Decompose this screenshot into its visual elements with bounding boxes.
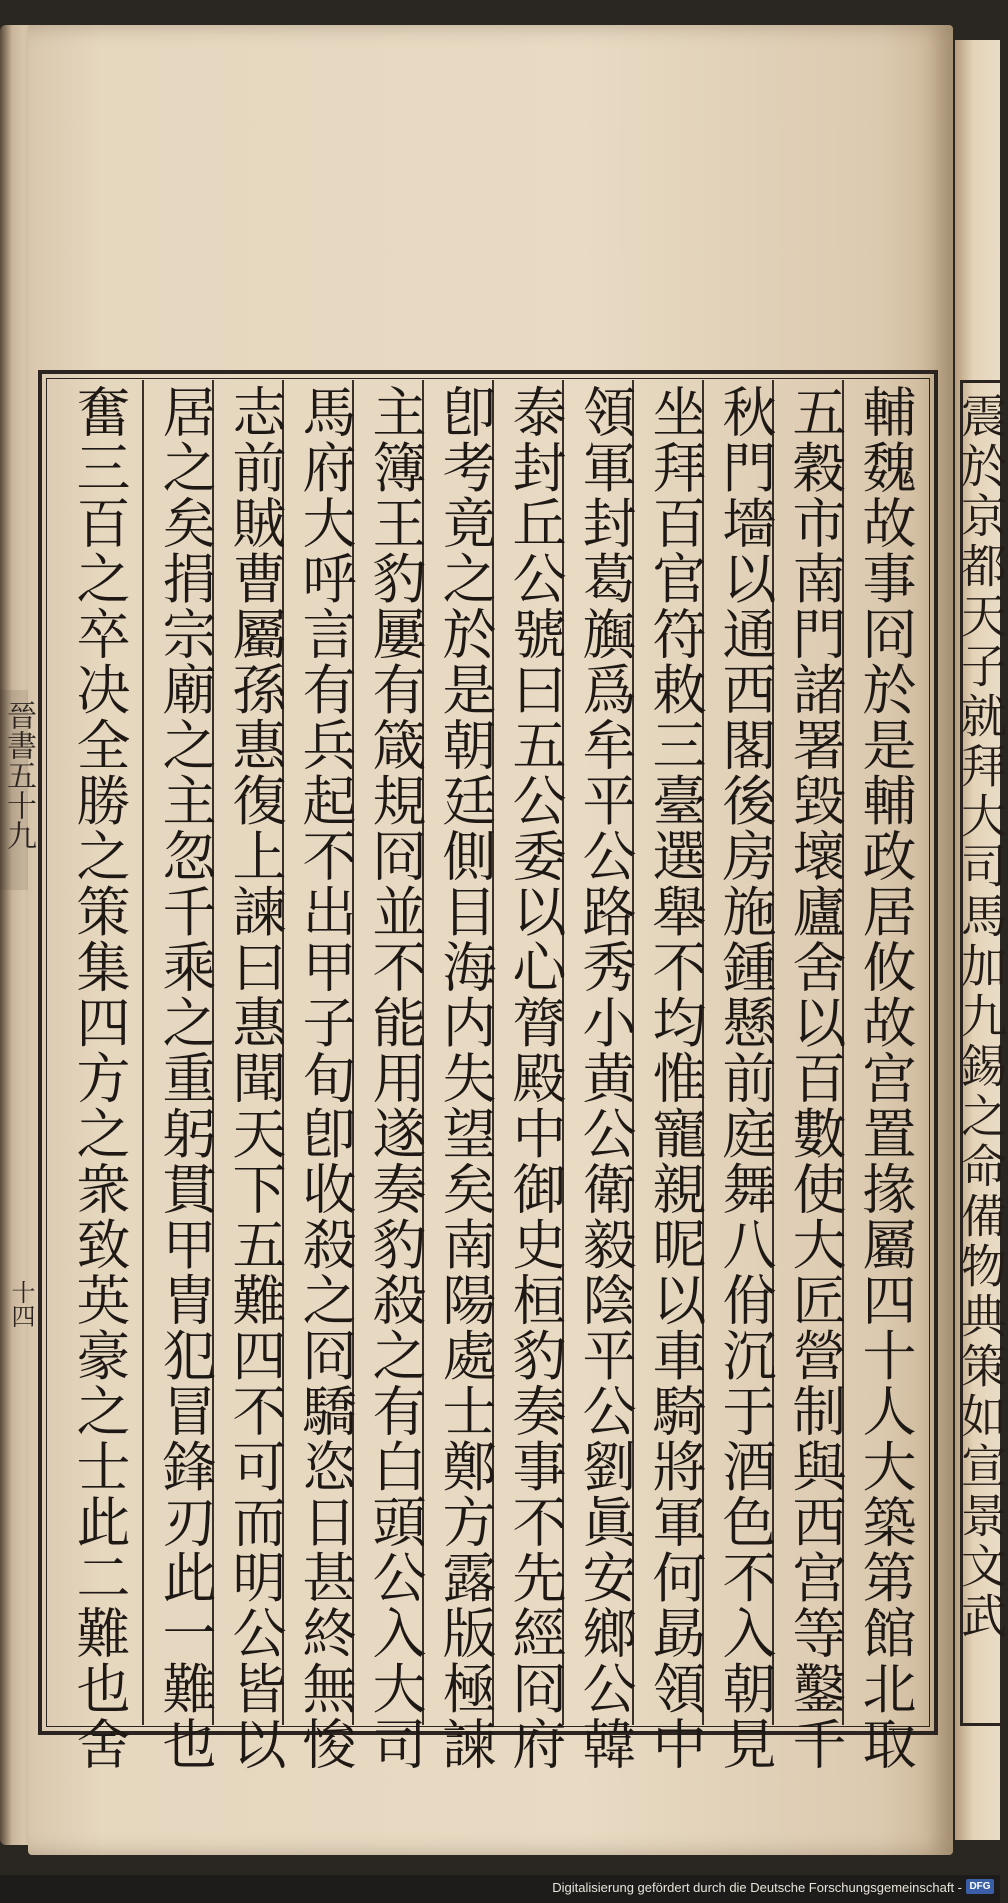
- margin-book-title: 晉書五十九: [1, 700, 36, 850]
- text-column: 領軍封葛旟爲牟平公路秀小黄公衛毅陰平公劉眞安鄉公韓: [574, 384, 637, 1772]
- column-rule: [142, 380, 144, 1725]
- text-column: 卽考竟之於是朝廷側目海内失望矣南陽處士鄭方露版極諫: [434, 384, 497, 1772]
- footer-credit: Digitalisierung gefördert durch die Deutsche Forschungsgemeinschaft -: [552, 1880, 962, 1895]
- text-column: 志前賊曹屬孫惠復上諫曰惠聞天下五難四不可而明公皆以: [224, 384, 287, 1772]
- text-column: 奮三百之卒决全勝之策集四方之衆致英豪之士此二難也舍: [68, 384, 131, 1772]
- text-column: 馬府大呼言有兵起不出甲子旬卽收殺之冏驕恣日甚終無悛: [294, 384, 357, 1772]
- margin-page-number: 十四: [7, 1280, 35, 1328]
- next-page-text-column: 震於京都天子就拜大司馬加九錫之命備物典策如宣景文武: [954, 392, 1008, 1642]
- text-column: 泰封丘公號曰五公委以心膂殿中御史桓豹奏事不先經冏府: [504, 384, 567, 1772]
- text-column: 主簿王豹屢有箴規冏並不能用遂奏豹殺之有白頭公入大司: [364, 384, 427, 1772]
- text-column: 居之矣捐宗廟之主忽千乘之重躬貫甲胄犯冒鋒刃此一難也: [154, 384, 217, 1772]
- text-column: 秋門墻以通西閣後房施鍾懸前庭舞八佾沉于酒色不入朝見: [714, 384, 777, 1772]
- text-column: 五穀市南門諸署毀壞廬舍以百數使大匠營制與西宫等鑿千: [784, 384, 847, 1772]
- dfg-logo-icon: DFG: [966, 1879, 994, 1894]
- text-column: 輔魏故事冏於是輔政居攸故宫置掾屬四十人大築第館北取: [854, 384, 917, 1772]
- text-column: 坐拜百官符敕三臺選舉不均惟寵親昵以車騎將軍何勗領中: [644, 384, 707, 1772]
